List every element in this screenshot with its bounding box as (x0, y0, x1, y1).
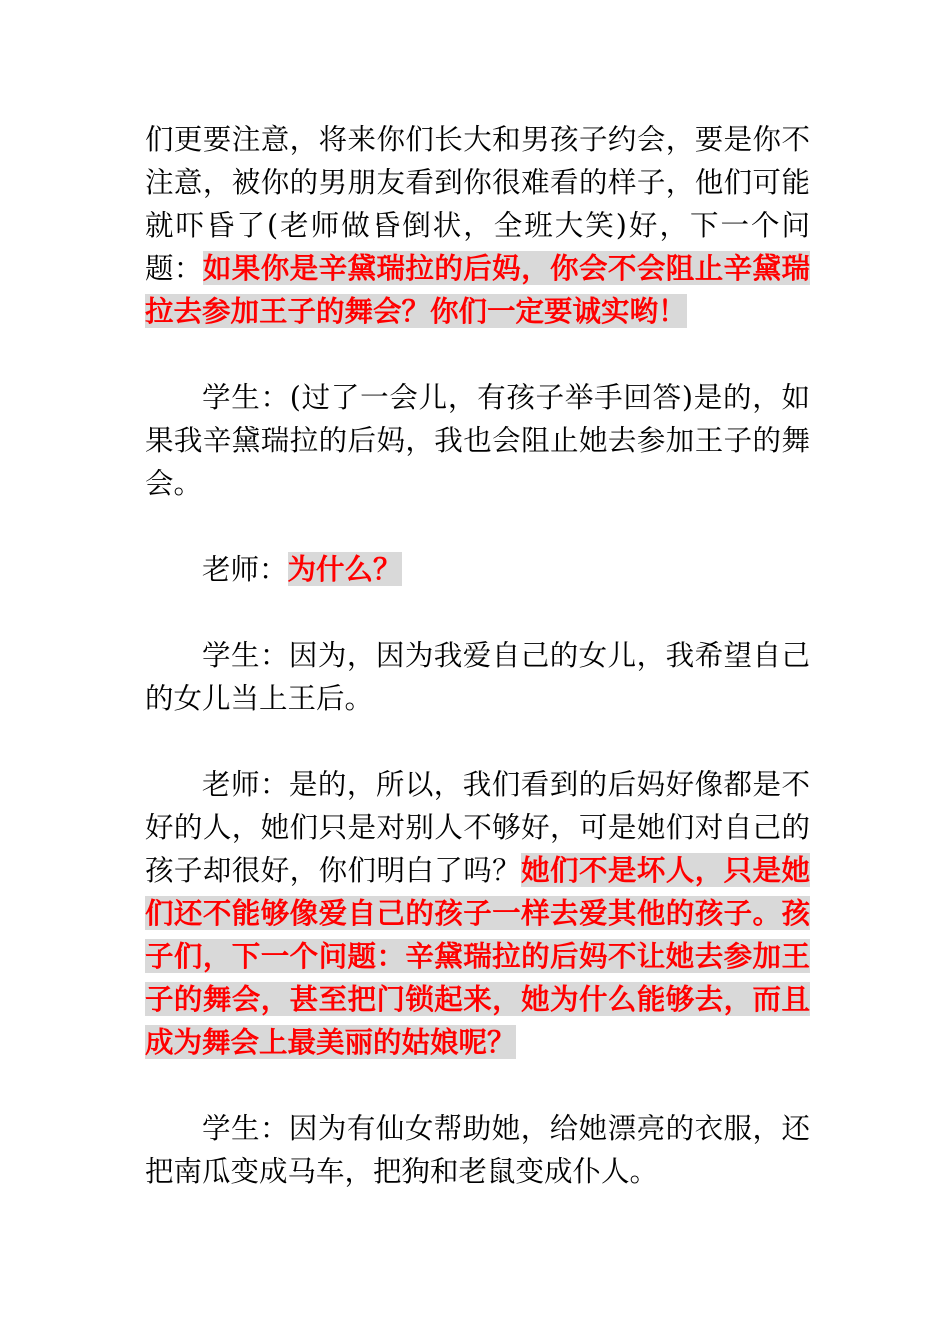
highlighted-question: 如果你是辛黛瑞拉的后妈，你会不会阻止辛黛瑞拉去参加王子的舞会？你们一定要诚实哟！ (145, 251, 810, 328)
paragraph-spacer (145, 720, 810, 763)
paragraph-spacer (145, 505, 810, 548)
paragraph-teacher-why (145, 548, 810, 591)
paragraph-text: 学生：因为有仙女帮助她，给她漂亮的衣服，还把南瓜变成马车，把狗和老鼠变成仆人。 (145, 1112, 810, 1188)
paragraph-teacher-continuation (145, 118, 810, 333)
paragraph-spacer (145, 591, 810, 634)
paragraph-text: 学生：因为，因为我爱自己的女儿，我希望自己的女儿当上王后。 (145, 639, 810, 715)
paragraph-text: 学生：(过了一会儿，有孩子举手回答)是的，如果我辛黛瑞拉的后妈，我也会阻止她去参加王子的舞会。 (145, 381, 810, 500)
paragraph-text: 们更要注意，将来你们长大和男孩子约会，要是你不注意，被你的男朋友看到你很难看的样子，他们可能就吓昏了(老师做昏倒状，全班大笑)好，下一个问题： (145, 123, 810, 285)
highlighted-question: 她们不是坏人，只是她们还不能够像爱自己的孩子一样去爱其他的孩子。孩子们，下一个问题：辛黛瑞拉的后妈不让她去参加王子的舞会，甚至把门锁起来，她为什么能够去，而且成为舞会上最美丽的姑娘呢？ (145, 853, 810, 1059)
document-body (145, 118, 810, 1193)
paragraph-spacer (145, 1064, 810, 1107)
speaker-label: 老师： (202, 553, 288, 586)
paragraph-student-fairy (145, 1107, 810, 1193)
paragraph-student-reason (145, 634, 810, 720)
paragraph-teacher-explanation (145, 763, 810, 1064)
paragraph-student-answer (145, 376, 810, 505)
paragraph-text: 老师：是的，所以，我们看到的后妈好像都是不好的人，她们只是对别人不够好，可是她们对自己的孩子却很好，你们明白了吗？ (145, 768, 810, 887)
highlighted-question: 为什么？ (287, 552, 402, 586)
paragraph-spacer (145, 333, 810, 376)
